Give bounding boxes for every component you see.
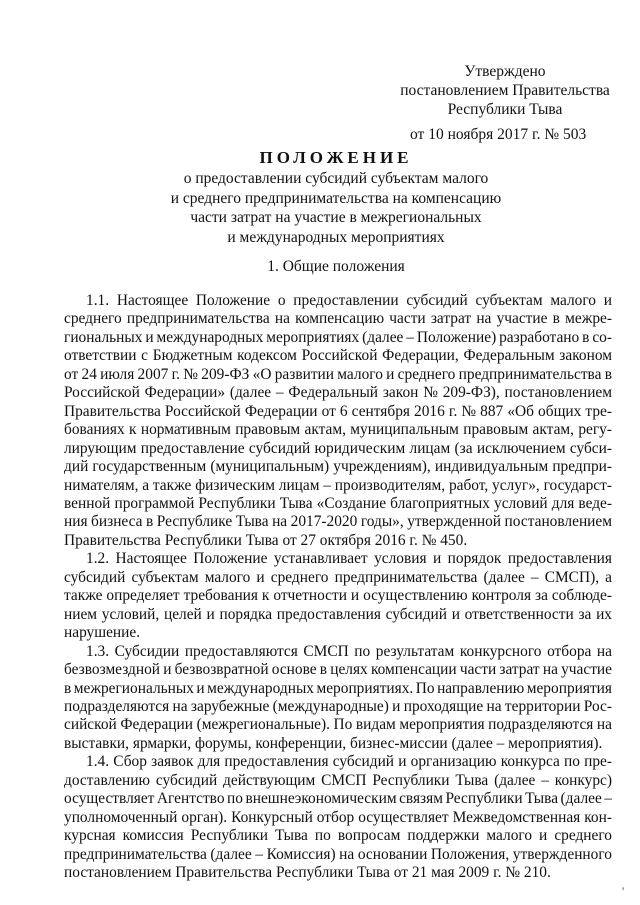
subtitle-line: части затрат на участие в межрегиональных	[190, 209, 482, 226]
paragraph-line: подразделяются на зарубежные (международные) и проходящие на территории Рос-	[64, 697, 612, 715]
decree-reference: от 10 ноября 2017 г. № 503	[410, 126, 587, 143]
subtitle-line: и международных мероприятиях	[227, 228, 445, 246]
paragraph-line: среднего предпринимательства на компенсацию части затрат на участие в межре-	[64, 310, 612, 328]
paragraph-line: курсная комиссия Республики Тыва по вопросам поддержки малого и среднего	[64, 827, 612, 845]
section-heading: 1. Общие положения	[267, 258, 405, 275]
paragraph-line: 1.4. Сбор заявок для предоставления субсидий и организацию конкурса по пре-	[86, 753, 612, 771]
document-body	[64, 292, 612, 883]
scan-mark: '	[622, 884, 625, 898]
paragraph-line: нимателям, а также физическим лицам – производителям, работ, услуг», государст-	[64, 476, 612, 494]
paragraph-2	[64, 550, 612, 642]
paragraph-line: в межрегиональных и международных мероприятиях. По направлению мероприятия	[64, 679, 612, 697]
paragraph-line: венной программой Республики Тыва «Создание благоприятных условий для веде-	[64, 494, 612, 512]
paragraph-line: безвозмездной и безвозвратной основе в целях компенсации части затрат на участие	[64, 661, 612, 679]
paragraph-line: ответствии с Бюджетным кодексом Российской Федерации, Федеральным законом	[64, 347, 612, 365]
paragraph-line: нием условий, целей и порядка предоставления субсидий и ответственности за их	[64, 605, 612, 623]
document-subtitle	[0, 169, 640, 247]
paragraph-line: доставлению субсидий действующим СМСП Республики Тыва (далее – конкурс)	[64, 771, 612, 789]
paragraph-line: ния бизнеса в Республике Тыва на 2017-2020 годы», утвержденной постановлением	[64, 513, 612, 531]
paragraph-line: бованиях к нормативным правовым актам, муниципальным правовым актам, регу-	[64, 421, 612, 439]
paragraph-line: осуществляет Агентство по внешнеэкономическим связям Республики Тыва (далее –	[64, 790, 612, 808]
paragraph-1	[64, 292, 612, 550]
paragraph-line: лирующим предоставление субсидий юридическим лицам (за исключением субси-	[64, 439, 612, 457]
paragraph-line: субсидий субъектам малого и среднего предпринимательства (далее – СМСП), а	[64, 568, 612, 586]
approval-block	[400, 62, 610, 119]
subtitle-line: о предоставлении субсидий субъектам малого	[183, 170, 489, 187]
subtitle-line: и среднего предпринимательства на компенсацию	[170, 189, 502, 207]
paragraph-line: Российской Федерации» (далее – Федеральный закон № 209-ФЗ), постановлением	[64, 384, 612, 402]
paragraph-line: дий государственным (муниципальным) учреждениям), индивидуальным предпри-	[64, 458, 612, 476]
approval-line: Республики Тыва	[447, 101, 563, 118]
paragraph-line: Правительства Российской Федерации от 6 сентября 2016 г. № 887 «Об общих тре-	[64, 402, 612, 420]
paragraph-line: постановлением Правительства Республики Тыва от 21 мая 2009 г. № 210.	[64, 864, 551, 882]
approval-line: постановлением Правительства	[400, 82, 610, 99]
paragraph-line: от 24 июля 2007 г. № 209-ФЗ «О развитии малого и среднего предпринимательства в	[64, 365, 612, 383]
document-title: ПОЛОЖЕНИЕ	[259, 148, 413, 167]
paragraph-line: предпринимательства (далее – Комиссия) на основании Положения, утвержденного	[64, 845, 612, 863]
paragraph-line: нарушение.	[64, 624, 141, 642]
paragraph-4	[64, 753, 612, 882]
paragraph-line: выставки, ярмарки, форумы, конференции, бизнес-миссии (далее – мероприятия).	[64, 734, 603, 752]
paragraph-3	[64, 643, 612, 754]
paragraph-line: 1.1. Настоящее Положение о предоставлении субсидий субъектам малого и	[86, 292, 612, 309]
paragraph-line: 1.2. Настоящее Положение устанавливает условия и порядок предоставления	[86, 550, 612, 568]
paragraph-line: Правительства Республики Тыва от 27 октября 2016 г. № 450.	[64, 531, 468, 549]
approval-line: Утверждено	[464, 63, 546, 80]
paragraph-line: гиональных и международных мероприятиях (далее – Положение) разработано в со-	[64, 328, 612, 346]
paragraph-line: сийской Федерации (межрегиональные). По видам мероприятия подразделяются на	[64, 716, 612, 734]
paragraph-line: уполномоченный орган). Конкурсный отбор осуществляет Межведомственная кон-	[64, 808, 612, 826]
paragraph-line: 1.3. Субсидии предоставляются СМСП по результатам конкурсного отбора на	[86, 642, 612, 660]
paragraph-line: также определяет требования к отчетности и осуществлению контроля за соблюде-	[64, 587, 612, 605]
